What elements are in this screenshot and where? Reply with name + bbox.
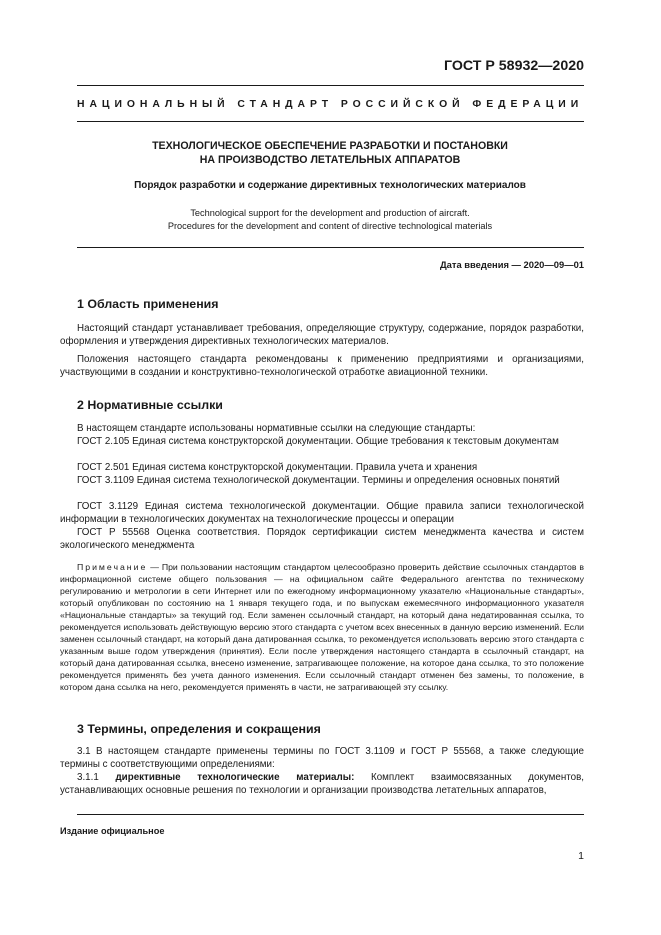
header-rule-bottom bbox=[77, 121, 584, 122]
note-label: Примечание bbox=[77, 562, 148, 572]
document-subtitle: Порядок разработки и содержание директивных технологических материалов bbox=[134, 180, 526, 191]
national-standard-banner: НАЦИОНАЛЬНЫЙ СТАНДАРТ РОССИЙСКОЙ ФЕДЕРАЦИИ bbox=[77, 99, 584, 110]
section-1-heading: 1 Область применения bbox=[77, 297, 219, 311]
section-3-heading: 3 Термины, определения и сокращения bbox=[77, 722, 321, 736]
defined-term: директивные технологические материалы: bbox=[115, 772, 355, 783]
section-3-1-paragraph: 3.1 В настоящем стандарте применены термины по ГОСТ 3.1109 и ГОСТ Р 55568, а также следующие термины с соответствующими определениями: bbox=[60, 746, 584, 770]
normative-reference: ГОСТ Р 55568 Оценка соответствия. Порядок сертификации систем менеджмента качества и систем экологического менеджмента bbox=[60, 527, 584, 551]
english-title bbox=[60, 207, 600, 232]
standard-code: ГОСТ Р 58932—2020 bbox=[444, 58, 584, 74]
normative-reference: ГОСТ 3.1129 Единая система технологической документации. Общие правила записи технологической информации в технологических документах на технологические процессы и операции bbox=[60, 501, 584, 525]
normative-reference: ГОСТ 3.1109 Единая система технологической документации. Термины и определения основных понятий bbox=[77, 475, 560, 486]
normative-reference: ГОСТ 2.105 Единая система конструкторской документации. Общие требования к текстовым документам bbox=[77, 436, 559, 447]
page-number: 1 bbox=[578, 850, 584, 862]
normative-reference: ГОСТ 2.501 Единая система конструкторской документации. Правила учета и хранения bbox=[77, 462, 478, 473]
title-divider bbox=[77, 247, 584, 248]
english-title-line-2: Procedures for the development and content of directive technological materials bbox=[167, 220, 493, 231]
title-line-2: НА ПРОИЗВОДСТВО ЛЕТАТЕЛЬНЫХ АППАРАТОВ bbox=[199, 154, 461, 166]
section-3-1-1-paragraph bbox=[60, 771, 584, 797]
english-title-line-1: Technological support for the development and production of aircraft. bbox=[190, 208, 470, 218]
header-rule-top bbox=[77, 85, 584, 86]
section-2-note bbox=[60, 561, 584, 693]
section-1-paragraph-2: Положения настоящего стандарта рекомендованы к применению предприятиями и организациями, участвующими в создании и конструктивно-технологической отработке авиационной техники. bbox=[60, 354, 584, 378]
introduction-date: Дата введения — 2020—09—01 bbox=[439, 259, 584, 270]
section-2-heading: 2 Нормативные ссылки bbox=[77, 398, 223, 412]
footer-rule bbox=[77, 814, 584, 815]
clause-number: 3.1.1 bbox=[77, 772, 116, 783]
title-line-1: ТЕХНОЛОГИЧЕСКОЕ ОБЕСПЕЧЕНИЕ РАЗРАБОТКИ И ПОСТАНОВКИ bbox=[152, 140, 508, 152]
document-title bbox=[60, 139, 600, 167]
official-edition-label: Издание официальное bbox=[60, 826, 165, 836]
section-1-paragraph-1: Настоящий стандарт устанавливает требования, определяющие структуру, содержание, порядок разработки, оформления и утверждения директивных технологических материалов. bbox=[60, 323, 584, 347]
note-text: — При пользовании настоящим стандартом целесообразно проверить действие ссылочных стандартов в информационной системе общего пользования — на официальном сайте Федерального агентства по техническому регулированию и метрологии в сети Интернет или по ежегодному информационному указателю «Национальные стандарты», который опубликован по состоянию на 1 января текущего года, и по выпускам ежемесячного информационного указателя «Национальные стандарты» за текущий год. Если заменен ссылочный стандарт, на который дана недатированная ссылка, то рекомендуется использовать действующую версию этого стандарта с учетом всех внесенных в данную версию изменений. Если заменен ссылочный стандарт, на который дана датированная ссылка, то рекомендуется использовать версию этого стандарта с указанным выше годом утверждения (принятия). Если после утверждения настоящего стандарта в ссылочный стандарт, на который дана датированная ссылка, внесено изменение, затрагивающее положение, на которое дана ссылка, то это положение рекомендуется применять без учета данного изменения. Если ссылочный стандарт отменен без замены, то положение, в котором дана ссылка на него, рекомендуется применять в части, не затрагивающей эту ссылку. bbox=[60, 562, 584, 692]
section-2-intro: В настоящем стандарте использованы нормативные ссылки на следующие стандарты: bbox=[77, 423, 476, 434]
term-definition: Комплект взаимосвязанных документов, устанавливающих основные решения по технологии и организации производства летательных аппаратов, bbox=[60, 772, 584, 796]
